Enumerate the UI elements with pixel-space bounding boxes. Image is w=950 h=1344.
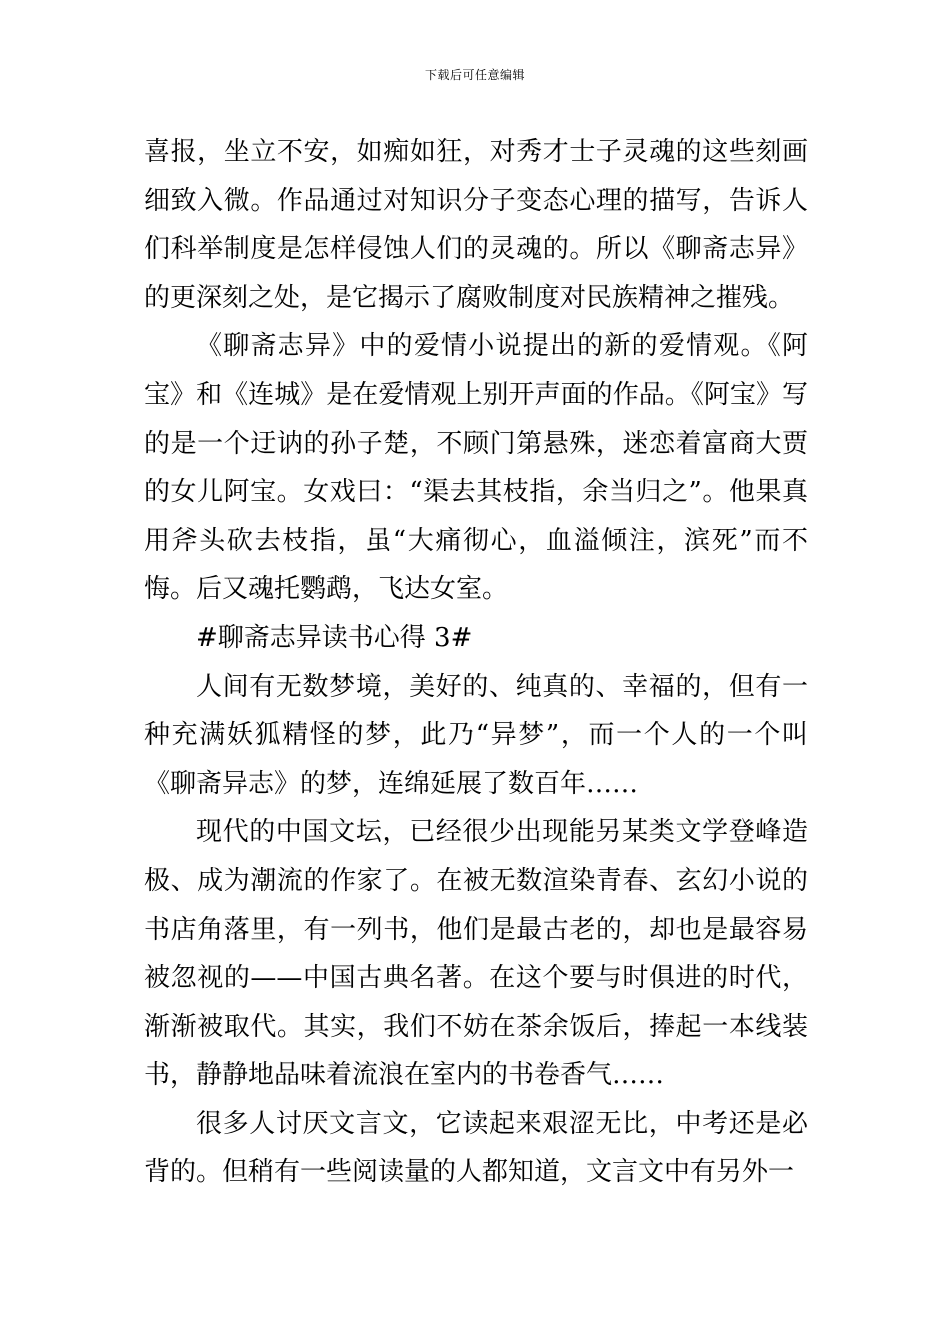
- paragraph-1: 喜报，坐立不安，如痴如狂，对秀才士子灵魂的这些刻画细致入微。作品通过对知识分子变态心理的描写，告诉人们科举制度是怎样侵蚀人们的灵魂的。所以《聊斋志异》的更深刻之处，是它揭示了腐败制度对民族精神之摧残。: [144, 137, 808, 313]
- paragraph-4: 现代的中国文坛，已经很少出现能另某类文学登峰造极、成为潮流的作家了。在被无数渲染青春、玄幻小说的书店角落里，有一列书，他们是最古老的，却也是最容易被忽视的——中国古典名著。在这个要与时俱进的时代，渐渐被取代。其实，我们不妨在茶余饭后，捧起一本线装书，静静地品味着流浪在室内的书卷香气……: [144, 817, 808, 1091]
- paragraph-3: 人间有无数梦境，美好的、纯真的、幸福的，但有一种充满妖狐精怪的梦，此乃“异梦”，而一个人的一个叫《聊斋异志》的梦，连绵延展了数百年……: [144, 671, 808, 799]
- paragraph-2: 《聊斋志异》中的爱情小说提出的新的爱情观。《阿宝》和《连城》是在爱情观上别开声面的作品。《阿宝》写的是一个迂讷的孙子楚，不顾门第悬殊，迷恋着富商大贾的女儿阿宝。女戏曰：“渠去其枝指，余当归之”。他果真用斧头砍去枝指，虽“大痛彻心，血溢倾注，滨死”而不悔。后又魂托鹦鹉，飞达女室。: [144, 331, 808, 605]
- section-heading: #聊斋志异读书心得 3#: [196, 622, 473, 653]
- document-body: [144, 128, 808, 1197]
- page-header: 下载后可任意编辑: [424, 68, 525, 82]
- paragraph-5: 很多人讨厌文言文，它读起来艰涩无比，中考还是必背的。但稍有一些阅读量的人都知道，文言文中有另外一: [144, 1108, 808, 1188]
